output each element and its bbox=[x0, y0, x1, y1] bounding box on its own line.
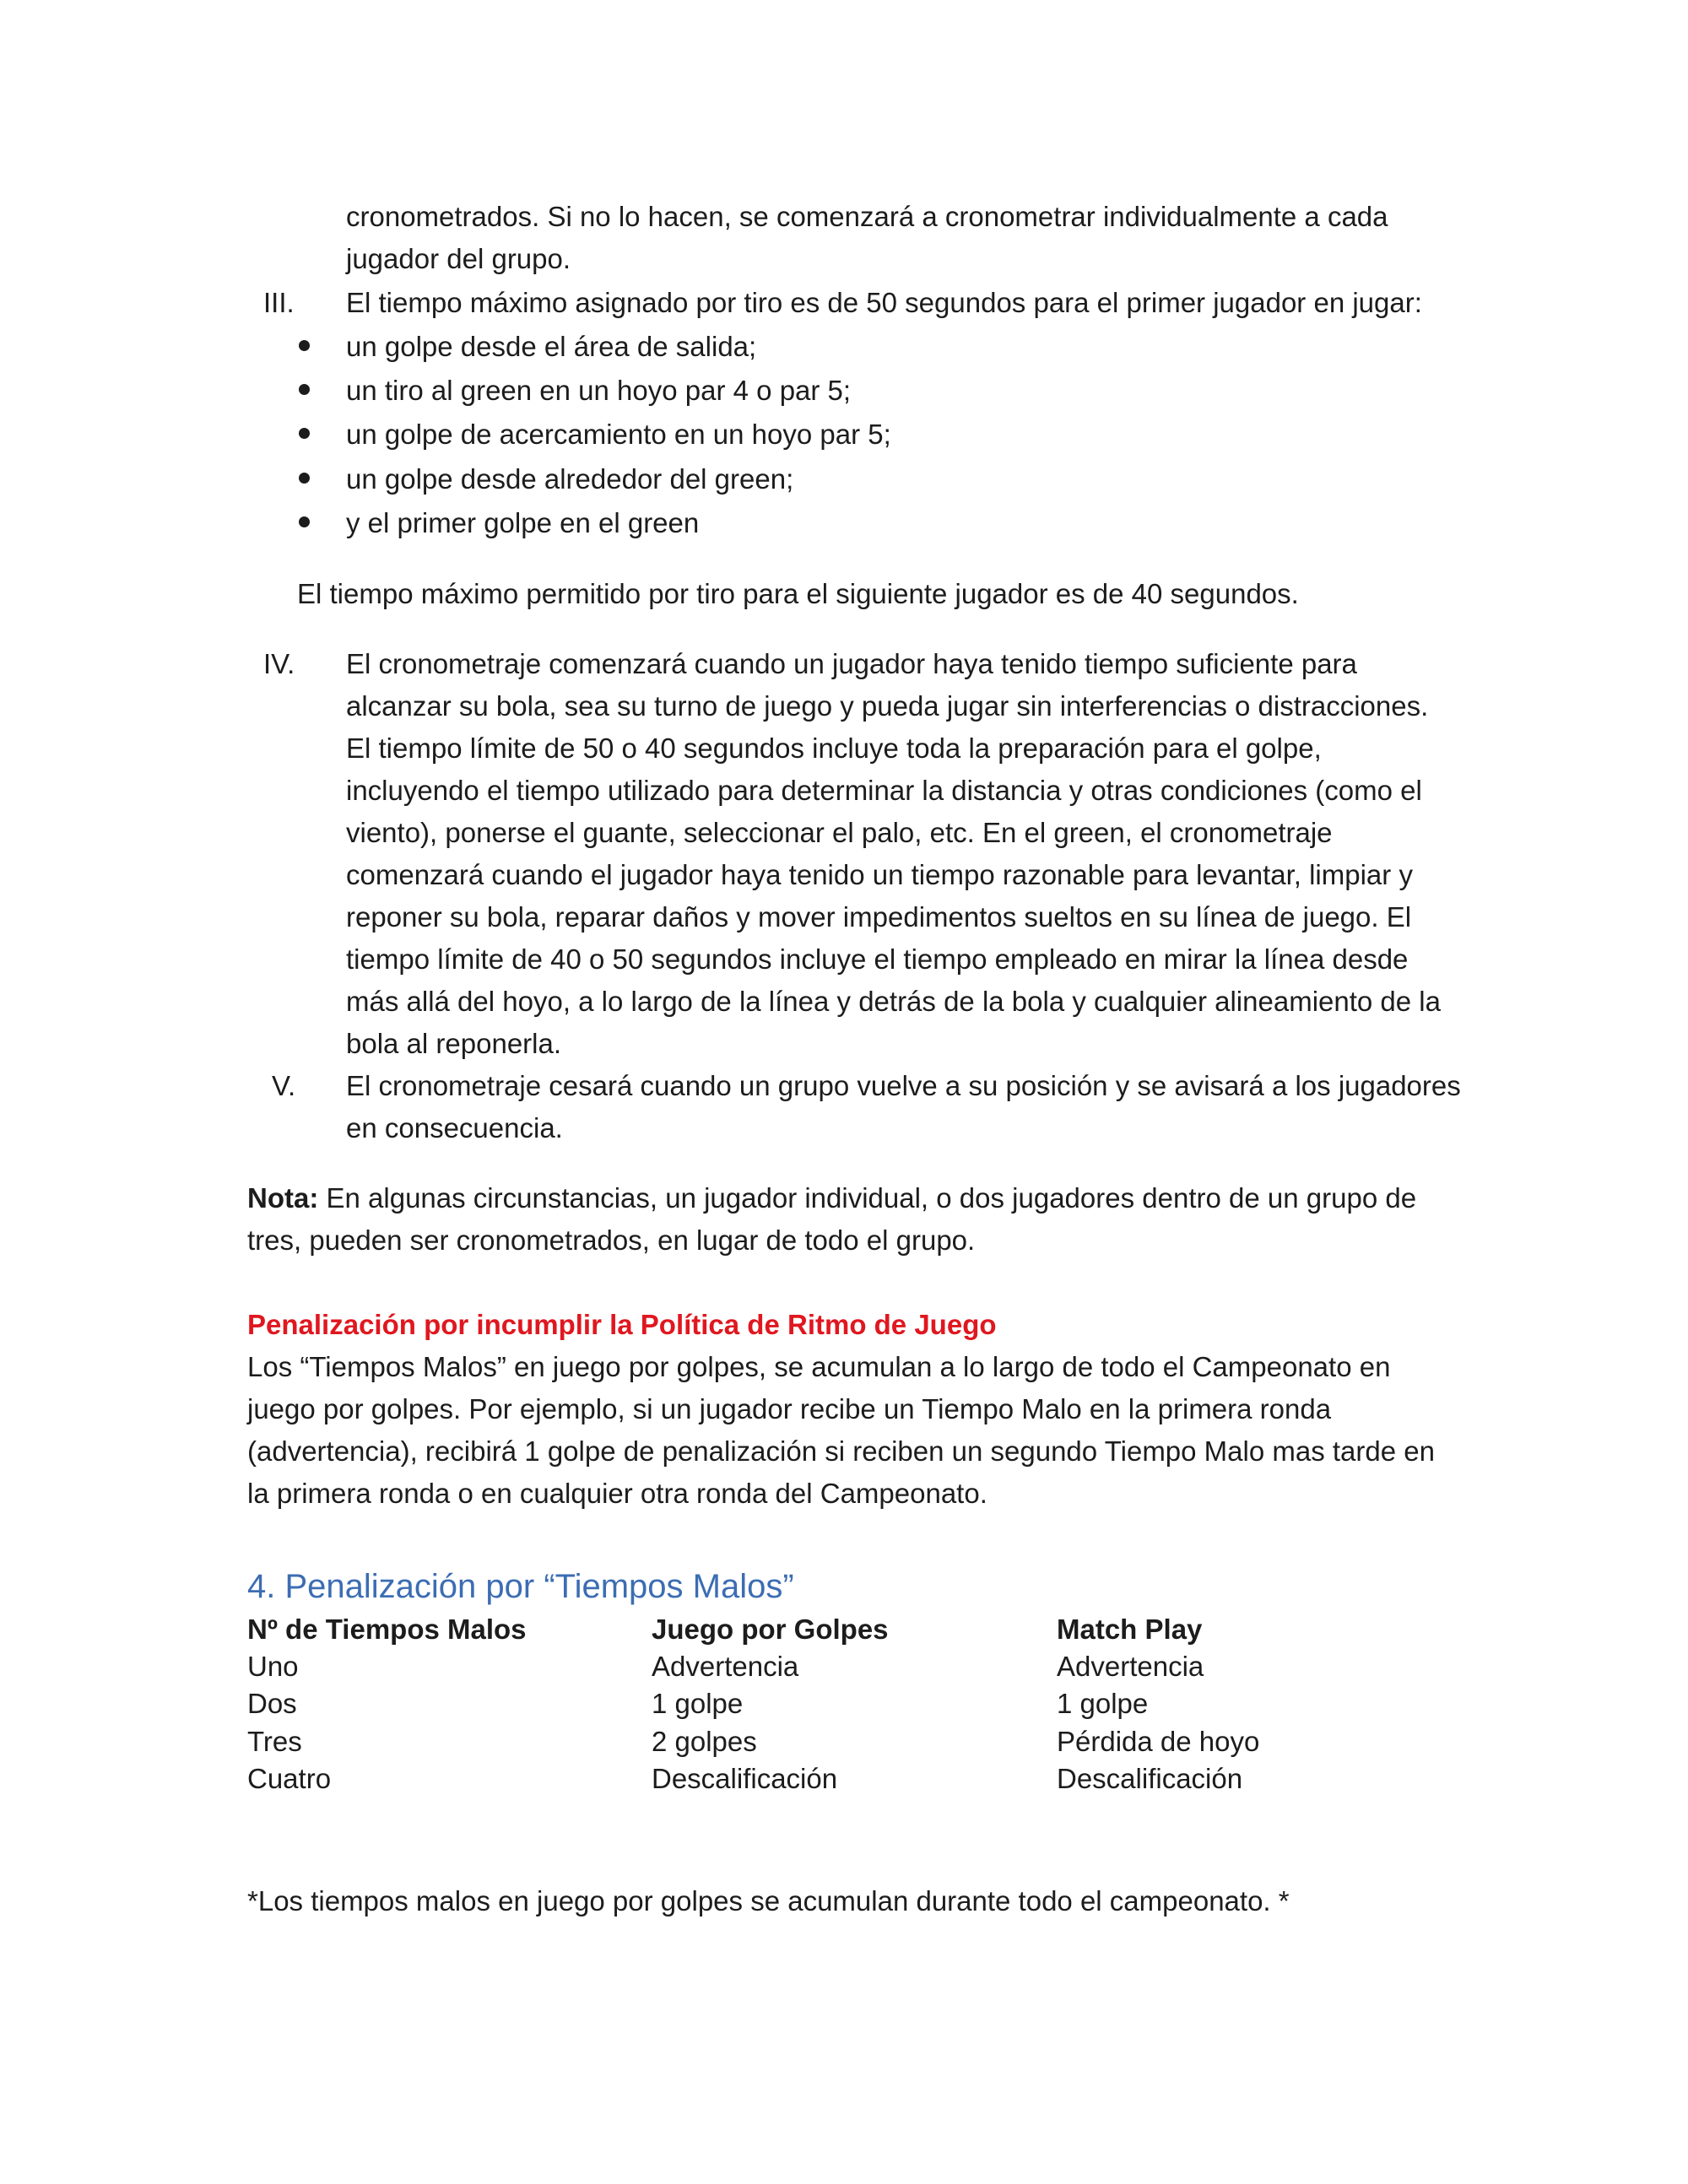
list-item-v-line: en consecuencia. bbox=[346, 1112, 563, 1143]
penalty-paragraph-line: (advertencia), recibirá 1 golpe de penalización si reciben un segundo Tiempo Malo mas tarde en bbox=[247, 1435, 1435, 1467]
list-item-v-line: El cronometraje cesará cuando un grupo vuelve a su posición y se avisará a los jugadores bbox=[346, 1070, 1461, 1101]
list-item-iv-line: reponer su bola, reparar daños y mover impedimentos sueltos en su línea de juego. El bbox=[346, 901, 1412, 933]
list-item-iv-line: más allá del hoyo, a lo largo de la línea y detrás de la bola y cualquier alineamiento de la bbox=[346, 986, 1441, 1017]
penalty-paragraph-line: Los “Tiempos Malos” en juego por golpes, se acumulan a lo largo de todo el Campeonato en bbox=[247, 1351, 1391, 1382]
table-cell: 1 golpe bbox=[652, 1688, 744, 1719]
bullet-dot bbox=[299, 473, 310, 484]
list-item-iii-text: El tiempo máximo asignado por tiro es de 50 segundos para el primer jugador en jugar: bbox=[346, 287, 1422, 318]
table-cell: Dos bbox=[247, 1688, 297, 1719]
table-cell: Descalificación bbox=[1057, 1763, 1243, 1794]
list-item-iv-line: El tiempo límite de 50 o 40 segundos incluye toda la preparación para el golpe, bbox=[346, 733, 1322, 764]
bullet-item: un golpe de acercamiento en un hoyo par 5; bbox=[346, 419, 891, 450]
list-marker-v: V. bbox=[272, 1070, 296, 1101]
table-cell: Cuatro bbox=[247, 1763, 332, 1794]
list-item-iv-line: viento), ponerse el guante, seleccionar el palo, etc. En el green, el cronometraje bbox=[346, 817, 1333, 848]
table-cell: 1 golpe bbox=[1057, 1688, 1149, 1719]
bullet-dot bbox=[299, 340, 310, 351]
nota-line-1 bbox=[247, 1177, 1416, 1219]
table-cell: Uno bbox=[247, 1651, 299, 1682]
list-item-iv-line: El cronometraje comenzará cuando un jugador haya tenido tiempo suficiente para bbox=[346, 648, 1357, 679]
table-header-cell: Match Play bbox=[1057, 1614, 1203, 1645]
list-item-iv-line: incluyendo el tiempo utilizado para determinar la distancia y otras condiciones (como el bbox=[346, 775, 1422, 806]
bullet-dot bbox=[299, 428, 310, 439]
table-cell: 2 golpes bbox=[652, 1726, 757, 1757]
nota-line-2: tres, pueden ser cronometrados, en lugar de todo el grupo. bbox=[247, 1224, 976, 1256]
bullet-item: un golpe desde el área de salida; bbox=[346, 331, 757, 362]
list-marker-iv: IV. bbox=[263, 648, 295, 679]
table-header-cell: Nº de Tiempos Malos bbox=[247, 1614, 527, 1645]
list-continuation-line: jugador del grupo. bbox=[346, 243, 571, 274]
bullet-dot bbox=[299, 516, 310, 527]
table-cell: Pérdida de hoyo bbox=[1057, 1726, 1260, 1757]
table-cell: Advertencia bbox=[1057, 1651, 1204, 1682]
bullet-item: y el primer golpe en el green bbox=[346, 507, 700, 538]
list-item-iv-line: comenzará cuando el jugador haya tenido un tiempo razonable para levantar, limpiar y bbox=[346, 859, 1413, 890]
footnote: *Los tiempos malos en juego por golpes se acumulan durante todo el campeonato. * bbox=[247, 1885, 1290, 1916]
nota-label: Nota: bbox=[247, 1182, 319, 1214]
bullet-item: un golpe desde alrededor del green; bbox=[346, 463, 794, 495]
penalty-section-title: Penalización por incumplir la Política de Ritmo de Juego bbox=[247, 1309, 997, 1340]
table-cell: Tres bbox=[247, 1726, 302, 1757]
list-continuation-line: cronometrados. Si no lo hacen, se comenzará a cronometrar individualmente a cada bbox=[346, 201, 1388, 232]
next-player-note: El tiempo máximo permitido por tiro para el siguiente jugador es de 40 segundos. bbox=[297, 578, 1299, 609]
list-item-iv-line: bola al reponerla. bbox=[346, 1028, 562, 1059]
table-cell: Descalificación bbox=[652, 1763, 838, 1794]
nota-text: En algunas circunstancias, un jugador individual, o dos jugadores dentro de un grupo de bbox=[318, 1182, 1417, 1214]
penalty-paragraph-line: la primera ronda o en cualquier otra ronda del Campeonato. bbox=[247, 1478, 987, 1509]
table-cell: Advertencia bbox=[652, 1651, 799, 1682]
table-header-cell: Juego por Golpes bbox=[652, 1614, 889, 1645]
list-item-iv-line: tiempo límite de 40 o 50 segundos incluye el tiempo empleado en mirar la línea desde bbox=[346, 943, 1409, 975]
section-heading: 4. Penalización por “Tiempos Malos” bbox=[247, 1568, 794, 1605]
bullet-dot bbox=[299, 384, 310, 395]
list-item-iv-line: alcanzar su bola, sea su turno de juego y pueda jugar sin interferencias o distracciones. bbox=[346, 690, 1429, 722]
list-marker-iii: III. bbox=[263, 287, 295, 318]
bullet-item: un tiro al green en un hoyo par 4 o par 5; bbox=[346, 375, 852, 406]
penalty-paragraph-line: juego por golpes. Por ejemplo, si un jugador recibe un Tiempo Malo en la primera ronda bbox=[247, 1393, 1332, 1424]
